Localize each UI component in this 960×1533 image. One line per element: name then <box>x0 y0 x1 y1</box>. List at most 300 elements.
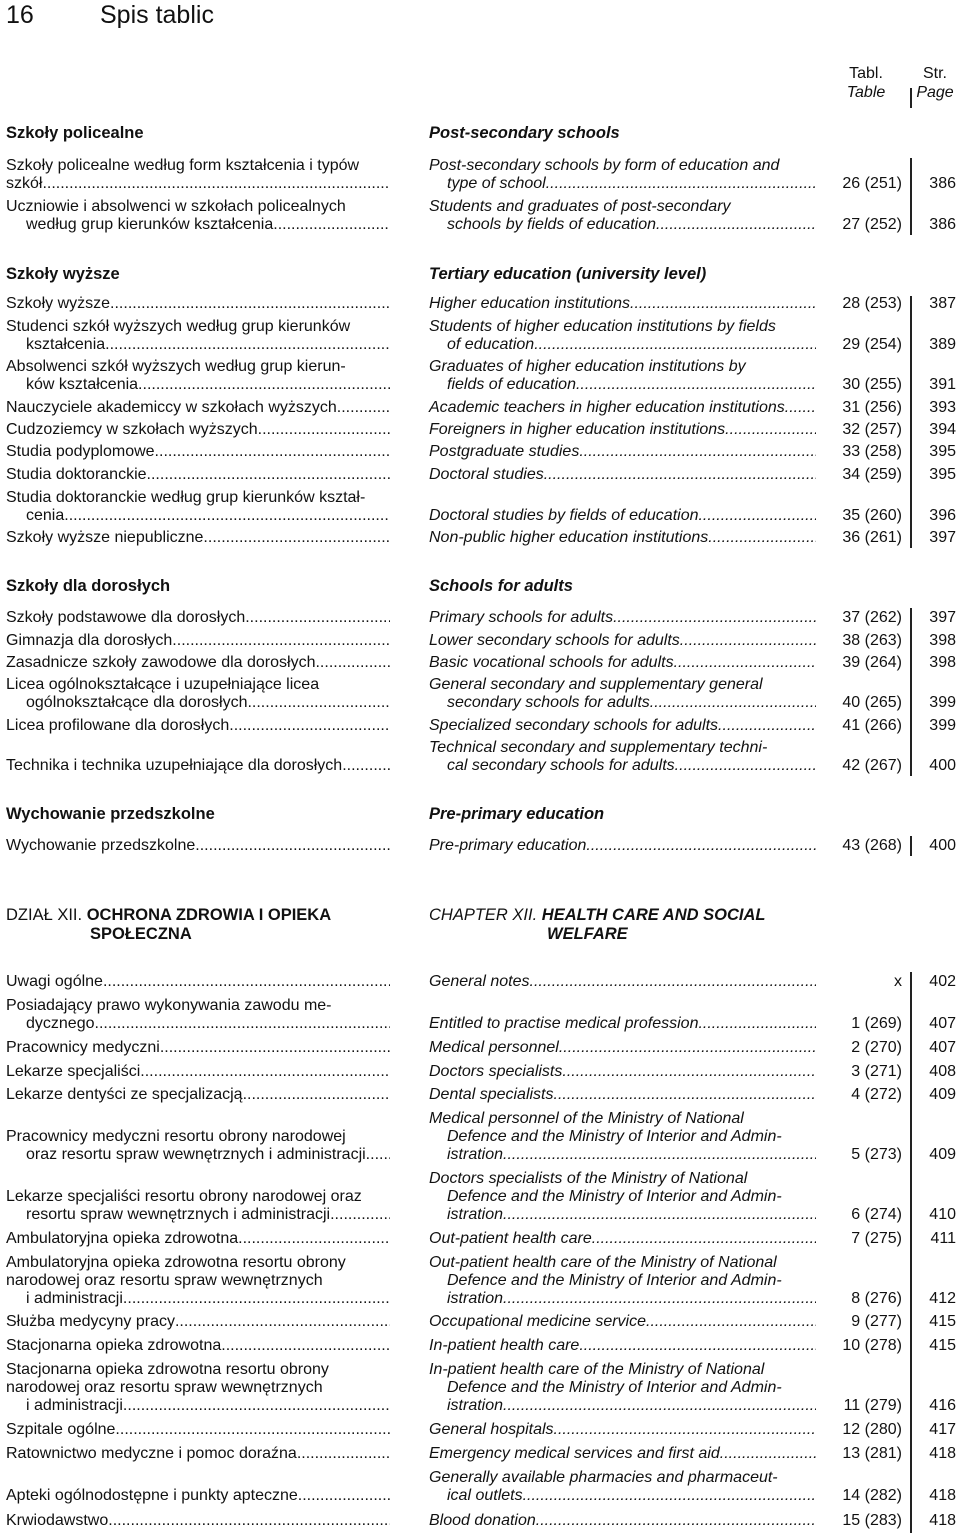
entry-title-pl-leader <box>6 1015 390 1033</box>
entry-title-en-line: General secondary and supplementary general <box>429 676 763 693</box>
entry-title-en-text: Lower secondary schools for adults <box>429 632 680 649</box>
table-number: 33 (258) <box>842 443 902 460</box>
entry-title-en <box>429 318 816 354</box>
column-header-page-en: Page <box>916 84 954 101</box>
entry-title-en <box>429 1039 816 1057</box>
entry-title-pl-text: Cudzoziemcy w szkołach wyższych <box>6 421 258 438</box>
entry-title-pl-line: Licea ogólnokształcące i uzupełniające licea <box>6 676 320 693</box>
table-number: 7 (275) <box>851 1230 902 1247</box>
entry-title-pl-text: resortu spraw wewnętrznych i administracji <box>26 1206 331 1223</box>
toc-entry <box>0 399 960 417</box>
entry-title-pl <box>6 1337 390 1355</box>
page-number-ref: 418 <box>929 1445 956 1462</box>
entry-title-pl-line: Lekarze specjaliści resortu obrony narodowej oraz <box>6 1188 362 1205</box>
toc-entry <box>0 1445 960 1463</box>
entry-title-en <box>429 1421 816 1439</box>
entry-title-pl-line: Stacjonarna opieka zdrowotna resortu obrony <box>6 1361 329 1378</box>
entry-title-pl <box>6 1128 390 1164</box>
toc-entry <box>0 1313 960 1331</box>
entry-title-en-leader <box>429 1206 816 1224</box>
table-number: 37 (262) <box>842 609 902 626</box>
column-divider <box>910 88 912 108</box>
entry-title-en-text: Primary schools for adults <box>429 609 614 626</box>
entry-title-pl <box>6 466 390 484</box>
entry-title-en-leader <box>429 1015 816 1033</box>
entry-title-en-text: ical outlets <box>447 1487 523 1504</box>
entry-title-en <box>429 1015 816 1033</box>
entry-title-pl-leader <box>6 1445 390 1463</box>
entry-title-pl-line: Absolwenci szkół wyższych według grup kierun- <box>6 358 346 375</box>
entry-title-pl <box>6 1188 390 1224</box>
entry-title-en <box>429 654 816 672</box>
section-heading-en: Post-secondary schools <box>429 124 620 142</box>
table-number: 31 (256) <box>842 399 902 416</box>
entry-title-pl-leader <box>6 1063 390 1081</box>
section-heading-en: Pre-primary education <box>429 805 605 823</box>
entry-title-en <box>429 1110 816 1164</box>
toc-entry <box>0 837 960 855</box>
entry-title-pl-line: Uczniowie i absolwenci w szkołach policealnych <box>6 198 346 215</box>
entry-title-en-text: Dental specialists <box>429 1086 554 1103</box>
table-number: 13 (281) <box>842 1445 902 1462</box>
entry-title-pl-text: ogólnokształcące dla dorosłych <box>26 694 248 711</box>
entry-title-pl-leader <box>6 1512 390 1530</box>
page-number-ref: 415 <box>929 1337 956 1354</box>
toc-entry <box>0 717 960 735</box>
section-heading-en: Schools for adults <box>429 577 573 595</box>
entry-title-en <box>429 837 816 855</box>
entry-title-pl-text: dycznego <box>26 1015 95 1032</box>
entry-title-pl <box>6 1063 390 1081</box>
entry-title-en-text: Occupational medicine service <box>429 1313 646 1330</box>
toc-entry <box>0 318 960 354</box>
entry-title-pl <box>6 717 390 735</box>
entry-title-en <box>429 421 816 439</box>
entry-title-pl-text: Ambulatoryjna opieka zdrowotna <box>6 1230 239 1247</box>
entry-title-pl-line: Pracownicy medyczni resortu obrony narodowej <box>6 1128 346 1145</box>
entry-title-pl-line: Studia doktoranckie według grup kierunków kształ- <box>6 489 366 506</box>
column-header-table <box>836 64 896 102</box>
entry-title-en-line: Defence and the Ministry of Interior and Admin- <box>447 1379 782 1396</box>
entry-title-en-line: In-patient health care of the Ministry of National <box>429 1361 765 1378</box>
entry-title-en <box>429 358 816 394</box>
chapter-title-en: HEALTH CARE AND SOCIAL <box>541 906 766 924</box>
page-number-ref: 393 <box>929 399 956 416</box>
column-header-table-en: Table <box>846 84 886 101</box>
table-number: 35 (260) <box>842 507 902 524</box>
toc-entry <box>0 1086 960 1104</box>
page-number-ref: 399 <box>929 694 956 711</box>
entry-title-pl-leader <box>6 295 390 313</box>
entry-title-pl-leader <box>6 1039 390 1057</box>
entry-title-pl-leader <box>6 1487 390 1505</box>
entry-title-en <box>429 1313 816 1331</box>
entry-title-en-line: Post-secondary schools by form of education and <box>429 157 780 174</box>
chapter-title-pl: OCHRONA ZDROWIA I OPIEKA <box>86 906 332 924</box>
entry-title-en-text: Specialized secondary schools for adults <box>429 717 719 734</box>
entry-title-pl-text: Studia doktoranckie <box>6 466 147 483</box>
entry-title-en-line: Generally available pharmacies and pharmaceut- <box>429 1469 778 1486</box>
table-number: 1 (269) <box>851 1015 902 1032</box>
entry-title-pl-text: Służba medycyny pracy <box>6 1313 175 1330</box>
entry-title-pl-leader <box>6 529 390 547</box>
entry-title-en-text: schools by fields of education <box>447 216 657 233</box>
table-number: 9 (277) <box>851 1313 902 1330</box>
entry-title-pl-leader <box>6 1337 390 1355</box>
toc-entry <box>0 157 960 193</box>
entry-title-pl-leader <box>6 399 390 417</box>
entry-title-pl <box>6 1445 390 1463</box>
entry-title-pl-leader <box>6 175 390 193</box>
entry-title-en-text: istration <box>447 1397 504 1414</box>
table-number: 6 (274) <box>851 1206 902 1223</box>
chapter-title-en-cont: WELFARE <box>547 925 628 943</box>
page-number-ref: 398 <box>929 654 956 671</box>
entry-title-en-leader <box>429 757 816 775</box>
toc-entry <box>0 632 960 650</box>
entry-title-pl-leader <box>6 216 390 234</box>
toc-entry <box>0 358 960 394</box>
entry-title-pl-leader <box>6 1146 390 1164</box>
page-number-ref: 418 <box>929 1487 956 1504</box>
entry-title-en-leader <box>429 376 816 394</box>
entry-title-pl <box>6 1313 390 1331</box>
entry-title-pl-leader <box>6 757 390 775</box>
entry-title-pl-text: Krwiodawstwo <box>6 1512 109 1529</box>
entry-title-en-text: Doctoral studies by fields of education <box>429 507 699 524</box>
entry-title-en-line: Defence and the Ministry of Interior and Admin- <box>447 1128 782 1145</box>
table-number: 10 (278) <box>842 1337 902 1354</box>
entry-title-en-leader <box>429 295 816 313</box>
entry-title-pl-text: Wychowanie przedszkolne <box>6 837 196 854</box>
entry-title-en <box>429 1170 816 1224</box>
table-number: 8 (276) <box>851 1290 902 1307</box>
entry-title-en-leader <box>429 466 816 484</box>
entry-title-pl <box>6 1512 390 1530</box>
toc-entry <box>0 1337 960 1355</box>
table-number: 42 (267) <box>842 757 902 774</box>
entry-title-pl-leader <box>6 973 390 991</box>
entry-title-en <box>429 1361 816 1415</box>
entry-title-pl <box>6 632 390 650</box>
entry-title-en-leader <box>429 529 816 547</box>
entry-title-pl <box>6 1361 390 1415</box>
toc-entry <box>0 654 960 672</box>
entry-title-pl-leader <box>6 507 390 525</box>
table-number: 38 (263) <box>842 632 902 649</box>
entry-title-pl <box>6 757 390 775</box>
toc-entry <box>0 1063 960 1081</box>
page-number-ref: 397 <box>929 529 956 546</box>
entry-title-pl-text: i administracji <box>26 1397 123 1414</box>
entry-title-en <box>429 157 816 193</box>
entry-title-en-leader <box>429 1445 816 1463</box>
page-number-ref: 409 <box>929 1086 956 1103</box>
chapter-prefix-pl: DZIAŁ XII. <box>6 906 83 924</box>
entry-title-en-text: istration <box>447 1290 504 1307</box>
section-heading-pl: Wychowanie przedszkolne <box>6 805 215 823</box>
entry-title-pl-line: narodowej oraz resortu spraw wewnętrznych <box>6 1272 323 1289</box>
entry-title-pl <box>6 1230 390 1248</box>
entry-title-en <box>429 676 816 712</box>
entry-title-en-text: Out-patient health care <box>429 1230 592 1247</box>
entry-title-en-line: Graduates of higher education institutions by <box>429 358 746 375</box>
entry-title-pl-leader <box>6 1086 390 1104</box>
entry-title-en-leader <box>429 1337 816 1355</box>
table-number: 28 (253) <box>842 295 902 312</box>
entry-title-pl-text: Lekarze specjaliści <box>6 1063 141 1080</box>
entry-title-pl-leader <box>6 1230 390 1248</box>
entry-title-pl <box>6 1254 390 1308</box>
entry-title-en-leader <box>429 1063 816 1081</box>
entry-title-en-leader <box>429 399 816 417</box>
entry-title-en <box>429 1469 816 1505</box>
table-number: 27 (252) <box>842 216 902 233</box>
entry-title-en-text: General hospitals <box>429 1421 554 1438</box>
page-number-ref: 416 <box>929 1397 956 1414</box>
entry-title-pl <box>6 318 390 354</box>
entry-title-en <box>429 1337 816 1355</box>
entry-title-pl <box>6 399 390 417</box>
entry-title-en-text: Higher education institutions <box>429 295 631 312</box>
entry-title-pl <box>6 676 390 712</box>
toc-entry <box>0 1110 960 1164</box>
entry-title-pl <box>6 609 390 627</box>
page-number-ref: 418 <box>929 1512 956 1529</box>
table-number: 41 (266) <box>842 717 902 734</box>
toc-entry <box>0 973 960 991</box>
entry-title-en-leader <box>429 1290 816 1308</box>
table-number: 29 (254) <box>842 336 902 353</box>
column-header-tabl: Tabl. <box>849 65 883 82</box>
entry-title-pl-text: według grup kierunków kształcenia <box>26 216 274 233</box>
entry-title-en-leader <box>429 175 816 193</box>
table-number: x <box>894 973 902 990</box>
page-number-ref: 407 <box>929 1039 956 1056</box>
entry-title-pl-leader <box>6 376 390 394</box>
entry-title-pl-text: Studia podyplomowe <box>6 443 155 460</box>
entry-title-en <box>429 507 816 525</box>
table-number: 36 (261) <box>842 529 902 546</box>
page-number-ref: 411 <box>930 1230 956 1247</box>
section-heading-en: Tertiary education (university level) <box>429 265 707 283</box>
entry-title-pl-leader <box>6 1421 390 1439</box>
entry-title-en-leader <box>429 216 816 234</box>
entry-title-en-line: Technical secondary and supplementary techni- <box>429 739 768 756</box>
table-number: 32 (257) <box>842 421 902 438</box>
entry-title-pl-leader <box>6 1290 390 1308</box>
page-number-ref: 402 <box>929 973 956 990</box>
column-header-page <box>912 64 958 102</box>
entry-title-pl-line: narodowej oraz resortu spraw wewnętrznych <box>6 1379 323 1396</box>
toc-entry <box>0 676 960 712</box>
entry-title-en <box>429 739 816 775</box>
page-number-ref: 408 <box>929 1063 956 1080</box>
entry-title-pl-leader <box>6 632 390 650</box>
table-number: 40 (265) <box>842 694 902 711</box>
entry-title-pl-text: Ratownictwo medyczne i pomoc doraźna <box>6 1445 297 1462</box>
entry-title-pl-line: Szkoły policealne według form kształcenia i typów <box>6 157 360 174</box>
entry-title-pl <box>6 358 390 394</box>
entry-title-en-leader <box>429 1421 816 1439</box>
entry-title-en-text: Doctors specialists <box>429 1063 563 1080</box>
entry-title-pl-text: Apteki ogólnodostępne i punkty apteczne <box>6 1487 298 1504</box>
table-number: 43 (268) <box>842 837 902 854</box>
table-number: 34 (259) <box>842 466 902 483</box>
entry-title-en-leader <box>429 507 816 525</box>
entry-title-pl-text: Szkoły wyższe niepubliczne <box>6 529 204 546</box>
page-number-ref: 398 <box>929 632 956 649</box>
entry-title-pl <box>6 421 390 439</box>
entry-title-en <box>429 973 816 991</box>
entry-title-en <box>429 1230 816 1248</box>
entry-title-en-text: type of school <box>447 175 546 192</box>
entry-title-pl <box>6 157 390 193</box>
entry-title-pl <box>6 1039 390 1057</box>
entry-title-en-leader <box>429 654 816 672</box>
page-number-ref: 387 <box>929 295 956 312</box>
entry-title-en <box>429 717 816 735</box>
page-number-ref: 386 <box>929 175 956 192</box>
entry-title-en <box>429 198 816 234</box>
table-number: 11 (279) <box>843 1397 902 1414</box>
entry-title-pl <box>6 443 390 461</box>
toc-entry <box>0 421 960 439</box>
entry-title-en <box>429 466 816 484</box>
page-number: 16 <box>6 1 34 29</box>
entry-title-en-line: Defence and the Ministry of Interior and Admin- <box>447 1272 782 1289</box>
entry-title-en-leader <box>429 717 816 735</box>
entry-title-pl <box>6 489 390 525</box>
entry-title-en-leader <box>429 1397 816 1415</box>
entry-title-pl <box>6 837 390 855</box>
entry-title-en-text: General notes <box>429 973 530 990</box>
page-number-ref: 397 <box>929 609 956 626</box>
toc-entry <box>0 1361 960 1415</box>
entry-title-pl-text: Licea profilowane dla dorosłych <box>6 717 230 734</box>
toc-entry <box>0 1469 960 1505</box>
entry-title-en-line: Medical personnel of the Ministry of National <box>429 1110 744 1127</box>
entry-title-pl-leader <box>6 466 390 484</box>
entry-title-en-leader <box>429 837 816 855</box>
entry-title-pl-leader <box>6 443 390 461</box>
table-number: 30 (255) <box>842 376 902 393</box>
entry-title-pl-line: Studenci szkół wyższych według grup kierunków <box>6 318 351 335</box>
entry-title-pl-leader <box>6 1313 390 1331</box>
entry-title-pl-text: szkół <box>6 175 43 192</box>
entry-title-en-leader <box>429 1146 816 1164</box>
entry-title-pl <box>6 654 390 672</box>
entry-title-pl-leader <box>6 837 390 855</box>
toc-entry <box>0 997 960 1033</box>
entry-title-en <box>429 1063 816 1081</box>
page-number-ref: 395 <box>929 466 956 483</box>
toc-entry <box>0 489 960 525</box>
entry-title-en-text: Postgraduate studies <box>429 443 580 460</box>
entry-title-en-leader <box>429 1086 816 1104</box>
column-header-str: Str. <box>922 65 947 82</box>
entry-title-pl-text: oraz resortu spraw wewnętrznych i administracji <box>26 1146 366 1163</box>
entry-title-pl-text: cenia <box>26 507 65 524</box>
entry-title-pl-text: i administracji <box>26 1290 123 1307</box>
entry-title-en-text: of education <box>447 336 535 353</box>
entry-title-en-leader <box>429 1039 816 1057</box>
entry-title-en-text: cal secondary schools for adults <box>447 757 675 774</box>
page-title: Spis tablic <box>100 1 214 29</box>
entry-title-pl-text: Stacjonarna opieka zdrowotna <box>6 1337 222 1354</box>
entry-title-pl-text: Technika i technika uzupełniające dla dorosłych <box>6 757 343 774</box>
toc-entry <box>0 1039 960 1057</box>
entry-title-en-leader <box>429 336 816 354</box>
page-number-ref: 391 <box>929 376 956 393</box>
entry-title-pl <box>6 295 390 313</box>
entry-title-en-leader <box>429 632 816 650</box>
entry-title-en-leader <box>429 1313 816 1331</box>
entry-title-en <box>429 443 816 461</box>
table-number: 39 (264) <box>842 654 902 671</box>
entry-title-en-leader <box>429 1512 816 1530</box>
entry-title-pl-text: Pracownicy medyczni <box>6 1039 160 1056</box>
chapter-heading-pl <box>6 906 376 944</box>
page-number-ref: 400 <box>929 757 956 774</box>
entry-title-pl-text: Nauczyciele akademiccy w szkołach wyższych <box>6 399 337 416</box>
entry-title-en-text: Entitled to practise medical profession <box>429 1015 699 1032</box>
table-number: 5 (273) <box>851 1146 902 1163</box>
entry-title-en-text: Foreigners in higher education institutions <box>429 421 726 438</box>
entry-title-en <box>429 1086 816 1104</box>
entry-title-pl-text: ków kształcenia <box>26 376 139 393</box>
entry-title-en-leader <box>429 1230 816 1248</box>
entry-title-en-leader <box>429 1487 816 1505</box>
entry-title-en <box>429 529 816 547</box>
entry-title-pl <box>6 973 390 991</box>
entry-title-pl-leader <box>6 1206 390 1224</box>
page-number-ref: 389 <box>929 336 956 353</box>
page-number-ref: 407 <box>929 1015 956 1032</box>
entry-title-en <box>429 1445 816 1463</box>
entry-title-pl-line: Ambulatoryjna opieka zdrowotna resortu obrony <box>6 1254 346 1271</box>
page-number-ref: 396 <box>929 507 956 524</box>
table-number: 12 (280) <box>842 1421 902 1438</box>
entry-title-en-text: Doctoral studies <box>429 466 544 483</box>
page-number-ref: 386 <box>929 216 956 233</box>
entry-title-en <box>429 1254 816 1308</box>
page-number-ref: 394 <box>929 421 956 438</box>
table-number: 15 (283) <box>842 1512 902 1529</box>
entry-title-pl-text: Zasadnicze szkoły zawodowe dla dorosłych <box>6 654 316 671</box>
toc-entry <box>0 739 960 775</box>
entry-title-en-line: Students and graduates of post-secondary <box>429 198 731 215</box>
entry-title-pl <box>6 198 390 234</box>
section-heading-pl: Szkoły wyższe <box>6 265 120 283</box>
entry-title-en-text: Non-public higher education institutions <box>429 529 709 546</box>
table-number: 14 (282) <box>842 1487 902 1504</box>
entry-title-en <box>429 609 816 627</box>
entry-title-en-text: Academic teachers in higher education institutions <box>429 399 785 416</box>
entry-title-en-line: Doctors specialists of the Ministry of National <box>429 1170 748 1187</box>
entry-title-pl-leader <box>6 717 390 735</box>
entry-title-pl-text: Szkoły podstawowe dla dorosłych <box>6 609 246 626</box>
entry-title-pl-leader <box>6 654 390 672</box>
toc-entry <box>0 295 960 313</box>
entry-title-en-leader <box>429 421 816 439</box>
entry-title-en-text: istration <box>447 1206 504 1223</box>
entry-title-pl <box>6 997 390 1033</box>
page-number-ref: 400 <box>929 837 956 854</box>
entry-title-pl-leader <box>6 421 390 439</box>
entry-title-pl-line: Posiadający prawo wykonywania zawodu me- <box>6 997 332 1014</box>
entry-title-en-text: secondary schools for adults <box>447 694 650 711</box>
